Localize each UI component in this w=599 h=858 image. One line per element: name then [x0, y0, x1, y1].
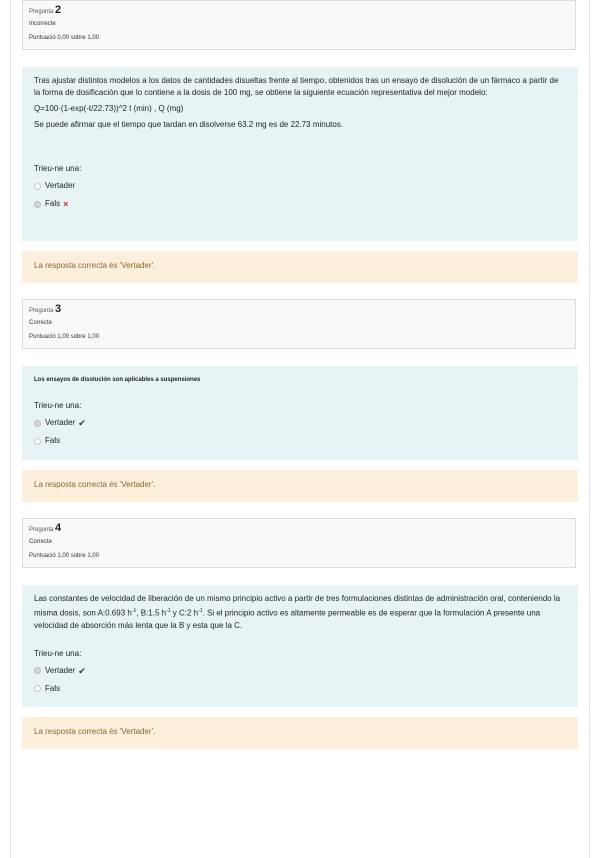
incorrect-icon: ×: [63, 199, 69, 209]
question-number-value: 2: [55, 4, 62, 16]
question-info-3: [22, 299, 576, 349]
question-state: Correcte: [29, 320, 53, 326]
option-label: Fals: [45, 436, 61, 445]
radio-button-selected[interactable]: [34, 667, 41, 674]
question-number: [29, 523, 569, 535]
question-info-2: [22, 0, 576, 50]
correct-icon: ✔: [78, 665, 86, 676]
question-number-label: Pregunta: [29, 9, 54, 15]
question-grade: Puntuació 1,00 sobre 1,00: [29, 553, 100, 559]
question-grade: Puntuació 1,00 sobre 1,00: [29, 334, 100, 340]
question-number-label: Pregunta: [29, 308, 54, 314]
question-number: [29, 304, 569, 316]
superscript: -1: [166, 608, 171, 614]
question-text: Tras ajustar distintos modelos a los datos de cantidades disueltas frente al tiempo, obtenidos tras un ensayo de disolución de un fármaco a partir de la forma de dosificación que lo contiene a la dosis de 100 mg, se obtiene la siguiente ecuación representativa del mejor modelo:: [34, 76, 559, 97]
option-vertader[interactable]: [34, 662, 566, 680]
option-label: Vertader: [45, 665, 76, 675]
question-text-part: y C:2 h: [170, 608, 199, 618]
radio-button[interactable]: [34, 685, 41, 692]
superscript: -1: [198, 608, 203, 614]
option-vertader[interactable]: [34, 177, 566, 195]
option-fals[interactable]: [34, 432, 566, 450]
answer-prompt: Trieu-ne una:: [34, 401, 82, 410]
radio-button-selected[interactable]: [34, 201, 41, 208]
correct-icon: ✔: [78, 418, 86, 428]
question-number: [29, 5, 569, 17]
radio-button-selected[interactable]: [34, 420, 41, 427]
superscript: -1: [131, 608, 137, 614]
answer-prompt: Trieu-ne una:: [34, 648, 82, 658]
option-label: Vertader: [45, 181, 76, 190]
question-equation: Q=100·(1-exp(-t/22.73))^2 t (min) , Q (mg): [34, 104, 184, 113]
question-number-value: 4: [55, 522, 62, 534]
question-number-value: 3: [55, 303, 62, 315]
question-formulation-4: [22, 585, 578, 707]
question-number-label: Pregunta: [29, 527, 54, 533]
correct-answer-feedback-2: La resposta correcta és 'Vertader'.: [22, 251, 578, 283]
option-fals[interactable]: [34, 680, 566, 698]
question-text-part: Las constantes de velocidad de liberación de un mismo principio activo a partir de tres formulaciones distintas de administración oral, conteniendo la misma dosis, son A:0.693 h: [34, 594, 561, 618]
question-text-part: , B:1.5 h: [136, 608, 167, 618]
question-text: [34, 593, 566, 632]
correct-answer-feedback-4: La resposta correcta és 'Vertader'.: [22, 717, 578, 749]
option-label: Fals: [45, 199, 61, 208]
answer-options: [34, 662, 566, 698]
option-fals[interactable]: [34, 195, 566, 213]
answer-prompt: Trieu-ne una:: [34, 164, 82, 173]
question-formulation-3: [22, 366, 578, 460]
correct-answer-feedback-3: La resposta correcta és 'Vertader'.: [22, 470, 578, 502]
question-formulation-2: [22, 67, 578, 241]
answer-options: [34, 414, 566, 450]
option-label: Fals: [45, 683, 61, 693]
question-text: Los ensayos de disolución son aplicables a suspensiones: [34, 377, 201, 383]
option-vertader[interactable]: [34, 414, 566, 432]
question-state: Incorrecte: [29, 21, 56, 27]
question-statement: Se puede afirmar que el tiempo que tardan en disolverse 63.2 mg es de 22.73 minutos.: [34, 120, 344, 129]
radio-button[interactable]: [34, 438, 41, 445]
question-grade: Puntuació 0,00 sobre 1,00: [29, 35, 100, 41]
option-label: Vertader: [45, 418, 76, 427]
question-state: Correcte: [29, 539, 53, 545]
question-info-4: [22, 518, 576, 568]
question-text-part: . Si el principio activo es altamente permeable es de esperar que la formulación A presente una velocidad de absorción más lenta que la B y esta que la C.: [34, 608, 541, 630]
answer-options: [34, 177, 566, 213]
radio-button[interactable]: [34, 183, 41, 190]
